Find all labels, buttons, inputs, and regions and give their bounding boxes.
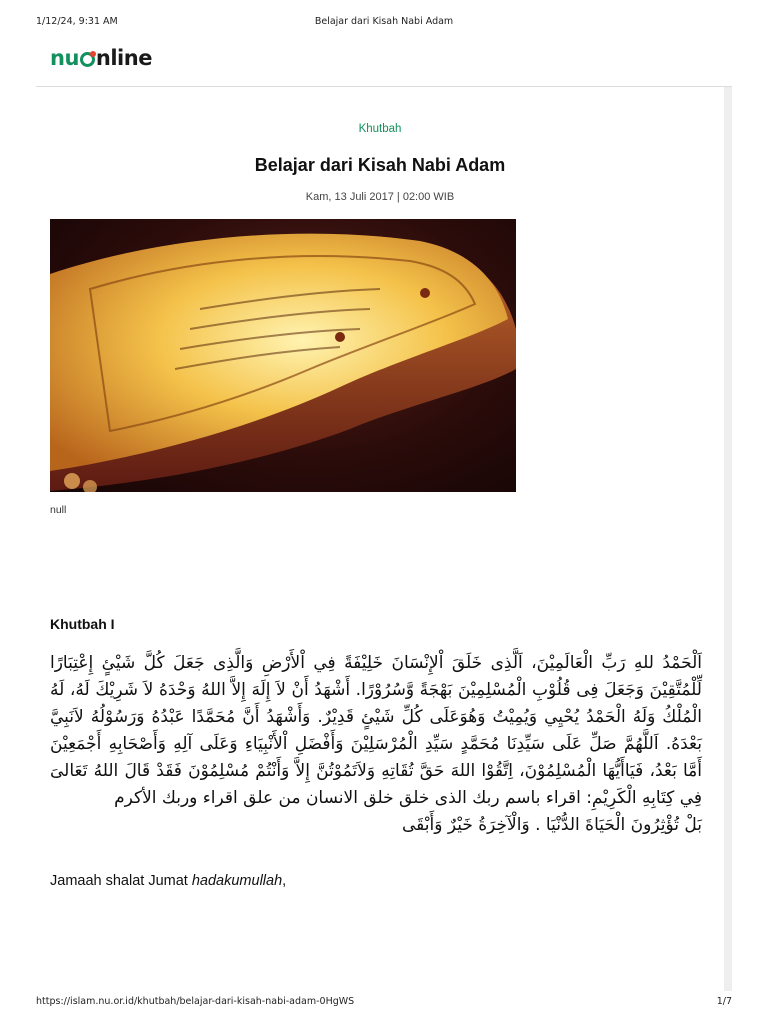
nu-online-logo[interactable] <box>50 46 152 70</box>
jamaah-text: Jamaah shalat Jumat <box>50 873 192 889</box>
print-page-counter: 1/7 <box>716 996 732 1007</box>
print-datetime: 1/12/24, 9:31 AM <box>36 16 118 27</box>
article-date: Kam, 13 Juli 2017 | 02:00 WIB <box>305 191 455 203</box>
article-hero-image <box>50 219 516 492</box>
print-footer <box>0 996 768 1010</box>
page-scrollbar[interactable] <box>724 87 732 991</box>
arabic-verse: بَلْ تُؤْثِرُونَ الْحَيَاةَ الدُّنْيَا . وَالْآخِرَةُ خَيْرٌ وَأَبْقَى <box>402 815 702 835</box>
logo-nu-text: nu <box>50 46 79 70</box>
print-url: https://islam.nu.or.id/khutbah/belajar-dari-kisah-nabi-adam-0HgWS <box>36 996 355 1007</box>
arabic-text-block <box>50 650 702 839</box>
arabic-opening-text: اَلْحَمْدُ للهِ رَبِّ الْعَالَمِيْنَ، اَلَّذِى خَلَقَ اْلإِنْسَانَ خَلِيْفَةً فِي اْلأَرْضِ وَالَّذِى جَعَلَ كُلَّ شَيْئٍ إِعْتِبَارًا لِّلْمُتَّقِيْنَ وَجَعَلَ فِى قُلُوْبِ الْمُسْلِمِيْنَ بَهْجَةً وَّسُرُوْرًا. أَشْهَدُ أَنْ لاَ إِلَهَ إِلاَّ اللهُ وَحْدَهُ لاَ شَرِيْكَ لَهُ، لَهُ الْمُلْكُ وَلَهُ الْحَمْدُ يُحْيِي وَيُمِيْتُ وَهُوَعَلَى كُلِّ شَيْئٍ قَدِيْرٌ. وَأَشْهَدُ أَنَّ مُحَمَّدًا عَبْدُهُ وَرَسُوْلُهُ لاَنَبِيَّ بَعْدَهُ. اَللَّهُمَّ صَلِّ عَلَى سَيِّدِنَا مُحَمَّدٍ سَيِّدِ الْمُرْسَلِيْنَ وَأَفْضَلِ اْلأَنْبِيَاءِ وَعَلَى آلِهِ وَأَصْحَابِهِ أَجْمَعِيْنَ أَمَّا بَعْدُ، فَيَاأَيُّهَا الْمُسْلِمُوْنَ، اِتَّقُوْا اللهَ حَقَّ تُقَاتِهِ وَلاَتَمُوْتُنَّ إِلاَّ وَأَنْتُمْ مُسْلِمُوْنَ فَقَدْ قَالَ اللهُ تَعَالىَ فِي كِتَابِهِ الْكَرِيْمِ: اقراء باسم ربك الذى خلق خلق الانسان من علق اقراء وربك الأكرم <box>50 653 702 808</box>
jamaah-comma: , <box>282 873 287 889</box>
print-header <box>0 16 768 30</box>
jamaah-paragraph <box>50 873 710 889</box>
site-header <box>50 46 152 76</box>
logo-online-text: nline <box>95 46 152 70</box>
article-title: Belajar dari Kisah Nabi Adam <box>254 155 506 175</box>
quran-photo-icon <box>50 219 516 492</box>
image-caption: null <box>50 504 67 516</box>
print-page-title: Belajar dari Kisah Nabi Adam <box>314 16 454 27</box>
section-heading: Khutbah I <box>50 616 115 632</box>
article <box>50 87 710 904</box>
article-category-link[interactable]: Khutbah <box>358 123 402 135</box>
logo-o-icon <box>80 52 95 67</box>
jamaah-italic: hadakumullah <box>191 873 283 889</box>
